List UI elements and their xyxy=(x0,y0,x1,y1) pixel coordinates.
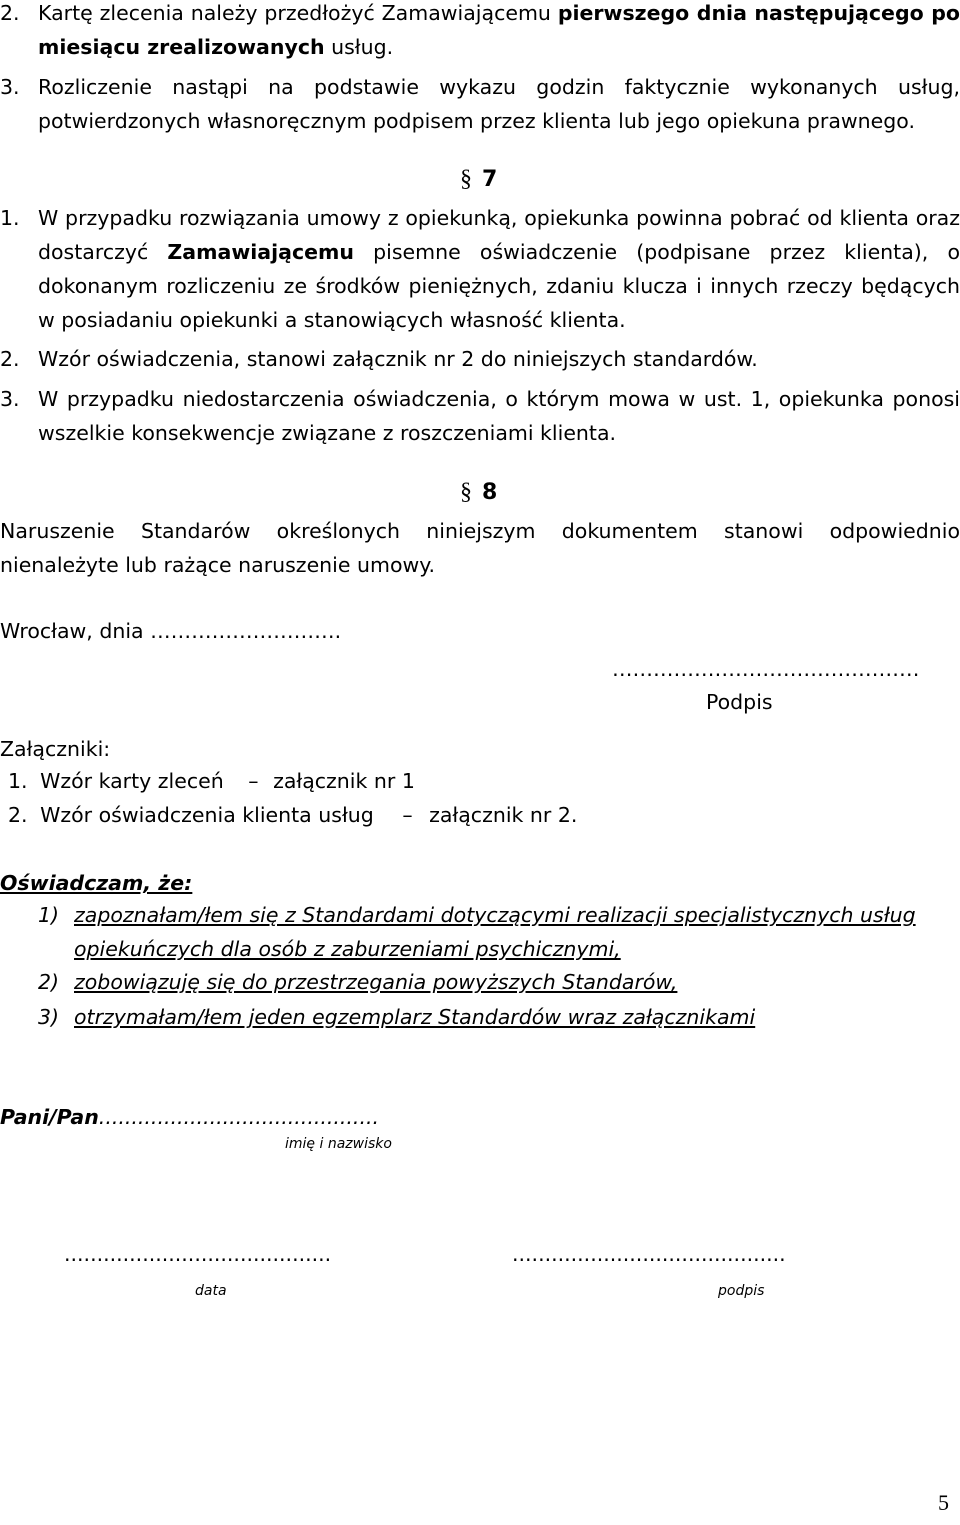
section-heading xyxy=(460,164,497,195)
declaration-item xyxy=(38,898,960,966)
page-number: 5 xyxy=(938,1490,949,1515)
sign-dots: .......................................... xyxy=(512,1242,786,1266)
item-number: 1) xyxy=(38,903,60,927)
item-text: Kartę zlecenia należy przedłożyć Zamawiającemu xyxy=(38,1,558,25)
list-item xyxy=(0,70,960,138)
person-caption: imię i nazwisko xyxy=(285,1136,392,1152)
item-number: 2. xyxy=(0,347,20,371)
item-number: 3. xyxy=(0,75,20,99)
item-text: pisemne oświadczenie (podpisane przez klienta), o dokonanym rozliczeniu ze środków pieniężnych, zdaniu klucza i innych rzeczy będących w posiadaniu opiekunki a stanowiących własność klienta. xyxy=(38,240,960,332)
section-number: 8 xyxy=(482,480,498,505)
list-item xyxy=(0,0,960,64)
item-number: 1. xyxy=(0,206,20,230)
item-text: otrzymałam/łem jeden egzemplarz Standardów wraz załącznikami xyxy=(74,1005,756,1029)
list-item xyxy=(0,342,960,376)
item-text: zobowiązuję się do przestrzegania powyższych Standarów, xyxy=(74,970,678,994)
attachment-dash: – xyxy=(248,769,259,793)
signature-label: Podpis xyxy=(706,690,773,714)
attachment-text: Wzór karty zleceń xyxy=(40,769,224,793)
section-paragraph: Naruszenie Standarów określonych niniejszym dokumentem stanowi odpowiednio nienależyte lub rażące naruszenie umowy. xyxy=(0,519,960,577)
declaration-title: Oświadczam, że: xyxy=(0,871,193,895)
item-text: Rozliczenie nastąpi na podstawie wykazu godzin faktycznie wykonanych usług, potwierdzonych własnoręcznym podpisem przez klienta lub jego opiekuna prawnego. xyxy=(38,75,960,133)
date-label: data xyxy=(195,1283,227,1299)
signature-line: ……………………………………… xyxy=(612,657,920,681)
person-dots: ........................................... xyxy=(98,1105,380,1129)
item-text: usług. xyxy=(324,35,394,59)
list-item xyxy=(0,201,960,337)
item-text: Wzór oświadczenia, stanowi załącznik nr 2 do niniejszych standardów. xyxy=(38,347,758,371)
item-text-bold: pierwszego dnia następującego po miesiącu zrealizowanych xyxy=(38,1,960,59)
date-dots: ......................................... xyxy=(64,1242,332,1266)
attachment-item xyxy=(8,764,608,798)
person-label: Pani/Pan xyxy=(0,1105,99,1129)
attachment-text: Wzór oświadczenia klienta usług xyxy=(40,803,374,827)
sign-label: podpis xyxy=(718,1283,765,1299)
person-line xyxy=(0,1100,379,1134)
section-heading xyxy=(460,477,497,508)
attachment-item xyxy=(8,798,628,832)
item-text: zapoznałam/łem się z Standardami dotyczącymi realizacji specjalistycznych usług opiekuńczych dla osób z zaburzeniami psychicznymi, xyxy=(74,903,916,961)
declaration-item xyxy=(38,965,938,999)
attachments-title: Załączniki: xyxy=(0,737,111,761)
attachment-ref: załącznik nr 1 xyxy=(273,769,415,793)
item-number: 3. xyxy=(0,387,20,411)
item-number: 2) xyxy=(38,970,60,994)
section-mark: § xyxy=(460,166,472,192)
section-number: 7 xyxy=(482,167,498,192)
item-text: W przypadku rozwiązania umowy z opiekunką, opiekunka powinna pobrać od klienta oraz dostarczyć xyxy=(38,206,960,264)
declaration-item xyxy=(38,1000,938,1034)
item-text: W przypadku niedostarczenia oświadczenia, o którym mowa w ust. 1, opiekunka ponosi wszelkie konsekwencje związane z roszczeniami klienta. xyxy=(38,387,960,445)
attachment-number: 1. xyxy=(8,769,28,793)
item-number: 2. xyxy=(0,1,20,25)
list-item xyxy=(0,382,960,450)
item-number: 3) xyxy=(38,1005,60,1029)
section-mark: § xyxy=(460,479,472,505)
attachment-dash: – xyxy=(402,803,413,827)
attachment-ref: załącznik nr 2. xyxy=(429,803,578,827)
item-text-bold: Zamawiającemu xyxy=(167,240,354,264)
attachment-number: 2. xyxy=(8,803,28,827)
place-date: Wrocław, dnia ………………………. xyxy=(0,619,342,643)
